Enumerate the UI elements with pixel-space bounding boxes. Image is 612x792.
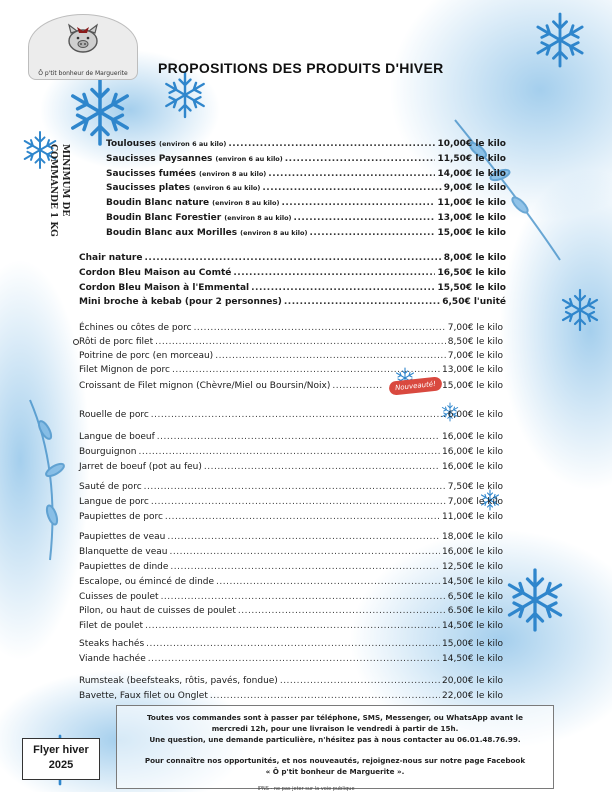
product-price: 6,50€ le kilo [447,592,503,602]
price-row [106,197,506,209]
product-price: 7,00€ le kilo [447,497,503,507]
dot-leader [210,690,440,702]
new-product-badge: Nouveauté! [388,376,442,395]
product-price: 15,00€ le kilo [437,227,506,238]
dot-leader [151,496,446,508]
product-name: Boudin Blanc Forestier [106,213,222,223]
dot-leader [268,168,435,180]
product-price: 16,00€ le kilo [442,447,503,457]
product-name: Langue de porc [79,497,149,507]
product-price: 7,50€ le kilo [447,482,503,492]
product-name: Paupiettes de dinde [79,562,169,572]
price-row [79,591,503,603]
product-name: Bourguignon [79,447,137,457]
order-info-line-1: Toutes vos commandes sont à passer par téléphone, SMS, Messenger, ou WhatsApp avant le [146,713,523,722]
dot-leader [251,282,435,294]
dot-leader [167,531,440,543]
price-row [79,481,503,493]
dot-leader [281,197,435,209]
product-name: Saucisses plates [106,183,191,194]
price-row [79,336,503,348]
product-price: 13,00€ le kilo [437,213,506,223]
dot-leader [151,409,446,421]
price-row [79,379,503,393]
order-info-line-2: mercredi 12h, pour une livraison le vendredi à partir de 15h. [211,724,459,733]
shop-logo [28,14,138,80]
price-row [79,364,503,376]
price-row [106,227,506,239]
product-name: Cuisses de poulet [79,592,159,602]
dot-leader [228,138,435,150]
dot-leader [285,153,436,165]
order-info-line-5: « Ô p'tit bonheur de Marguerite ». [265,767,405,776]
price-row [79,322,503,334]
product-price: 6,50€ l'unité [442,297,506,308]
product-price: 15,00€ le kilo [442,639,503,649]
dot-leader [161,591,446,603]
product-price: 6.50€ le kilo [447,606,503,616]
product-detail: (environ 8 au kilo) [212,199,280,208]
product-price: 6,00€ le kilo [447,410,503,420]
product-name: Sauté de porc [79,482,142,492]
price-row [79,546,503,558]
dot-leader [170,561,440,573]
product-price: 11,00€ le kilo [437,198,506,209]
product-name: Bavette, Faux filet ou Onglet [79,691,208,701]
dot-leader [138,446,440,458]
dot-leader [294,212,436,224]
price-row [106,168,506,180]
product-name: Échines ou côtes de porc [79,323,192,333]
product-price: 16,50€ le kilo [437,267,506,278]
pig-icon [61,21,105,55]
product-detail: (environ 6 au kilo) [193,184,261,193]
product-price: 8,50€ le kilo [447,337,503,347]
product-name: Poitrine de porc (en morceau) [79,351,214,361]
product-price: 18,00€ le kilo [442,532,503,542]
logo-text: Ô p'tit bonheur de Marguerite [38,70,128,77]
price-row [79,461,503,473]
dot-leader [262,182,441,194]
price-row [79,675,503,687]
price-row [79,620,503,632]
product-detail: (environ 8 au kilo) [198,169,267,178]
price-row [79,282,506,294]
price-row [79,267,506,279]
price-row [79,496,503,508]
dot-leader [165,511,440,523]
price-row [79,653,503,665]
product-price: 11,50€ le kilo [437,153,506,164]
product-price: 14,50€ le kilo [442,654,503,664]
product-name: Paupiettes de porc [79,512,163,522]
product-price: 12,50€ le kilo [442,562,503,572]
product-price: 16,00€ le kilo [442,432,503,442]
price-row [79,561,503,573]
product-name: Steaks hachés [79,639,145,649]
product-name: Filet Mignon de porc [79,365,170,375]
product-name: Cordon Bleu Maison à l'Emmental [79,282,250,293]
product-name: Chair nature [79,253,143,263]
flyer-label-line-1: Flyer hiver [33,744,89,756]
dot-leader [280,675,440,687]
product-price: 14,50€ le kilo [442,577,503,587]
product-detail: (environ 8 au kilo) [240,228,308,237]
product-name: Filet de poulet [79,621,144,631]
price-row [106,138,506,150]
dot-leader [309,227,435,239]
product-name: Saucisses Paysannes [106,153,213,164]
product-price: 14,50€ le kilo [442,621,503,631]
dot-leader [145,620,440,632]
dot-leader [215,350,446,362]
dot-leader [233,267,435,279]
dot-leader [204,461,440,473]
price-row [79,350,503,362]
dot-leader [146,638,440,650]
dot-leader [170,546,441,558]
product-name: Boudin Blanc aux Morilles [106,227,238,238]
product-name: Jarret de boeuf (pot au feu) [79,462,202,472]
product-price: 15,50€ le kilo [437,282,506,293]
product-price: 11,00€ le kilo [442,512,503,522]
product-name: Escalope, ou émincé de dinde [79,577,215,587]
dot-leader [216,576,440,588]
product-name: Croissant de Filet mignon (Chèvre/Miel ou Boursin/Noix) [79,381,331,391]
product-name: Saucisses fumées [106,168,196,179]
product-price: 16,00€ le kilo [442,547,503,557]
price-row [106,182,506,194]
dot-leader [144,252,441,264]
price-row [79,296,506,308]
product-price: 15,00€ le kilo [442,381,503,391]
product-price: 8,00€ le kilo [443,253,506,263]
price-row [79,446,503,458]
order-info-box [116,705,554,789]
product-price: 7,00€ le kilo [447,323,503,333]
product-price: 22,00€ le kilo [442,691,503,701]
order-info-line-3: Une question, une demande particulière, n'hésitez pas à nous contacter au 06.01.48.76.99. [149,735,521,744]
product-detail: (environ 6 au kilo) [159,140,227,148]
order-info-line-4: Pour connaître nos opportunités, et nos nouveautés, rejoignez-nous sur notre page Facebook [144,756,526,765]
punch-hole [73,339,79,345]
flyer-label-box [22,738,100,780]
product-name: Paupiettes de veau [79,532,166,542]
dot-leader [148,653,440,665]
product-price: 16,00€ le kilo [442,462,503,472]
price-row [79,409,503,421]
dot-leader [194,322,446,334]
price-row [106,212,506,224]
product-price: 7,00€ le kilo [447,351,503,361]
product-name: Mini broche à kebab (pour 2 personnes) [79,297,282,308]
price-row [79,511,503,523]
dot-leader [284,296,440,308]
product-price: 13,00€ le kilo [442,365,503,375]
product-name: Cordon Bleu Maison au Comté [79,267,232,278]
dot-leader [144,481,446,493]
product-price: 14,00€ le kilo [437,168,506,179]
price-row [79,605,503,617]
product-detail: (environ 6 au kilo) [215,154,283,163]
page-title: PROPOSITIONS DES PRODUITS D'HIVER [158,60,444,76]
product-name: Rouelle de porc [79,410,149,420]
dot-leader [172,364,440,376]
bottom-note: IPNS - ne pas jeter sur la voie publique [257,786,355,792]
price-row [106,153,506,165]
price-row [79,252,506,264]
product-name: Rumsteak (beefsteaks, rôtis, pavés, fondue) [79,676,278,686]
product-price: 20,00€ le kilo [442,676,503,686]
dot-leader [238,605,446,617]
product-name: Blanquette de veau [79,547,168,557]
price-row [79,431,503,443]
minimum-note-line-2: COMMANDE 1 KG [48,144,58,237]
price-row [79,690,503,702]
price-row [79,576,503,588]
flyer-label-line-2: 2025 [48,759,74,771]
price-row [79,531,503,543]
product-name: Rôti de porc filet [79,337,154,347]
product-name: Viande hachée [79,654,146,664]
product-name: Boudin Blanc nature [106,198,210,209]
dot-leader [155,336,446,348]
price-row [79,638,503,650]
product-detail: (environ 8 au kilo) [224,214,292,222]
product-price: 9,00€ le kilo [443,183,506,194]
product-price: 10,00€ le kilo [437,139,506,149]
product-name: Toulouses [106,139,157,149]
dot-leader [157,431,440,443]
product-name: Pilon, ou haut de cuisses de poulet [79,606,236,616]
minimum-note-line-1: MINIMUM DE [60,144,70,217]
dot-leader [332,380,383,392]
product-name: Langue de boeuf [79,432,155,442]
